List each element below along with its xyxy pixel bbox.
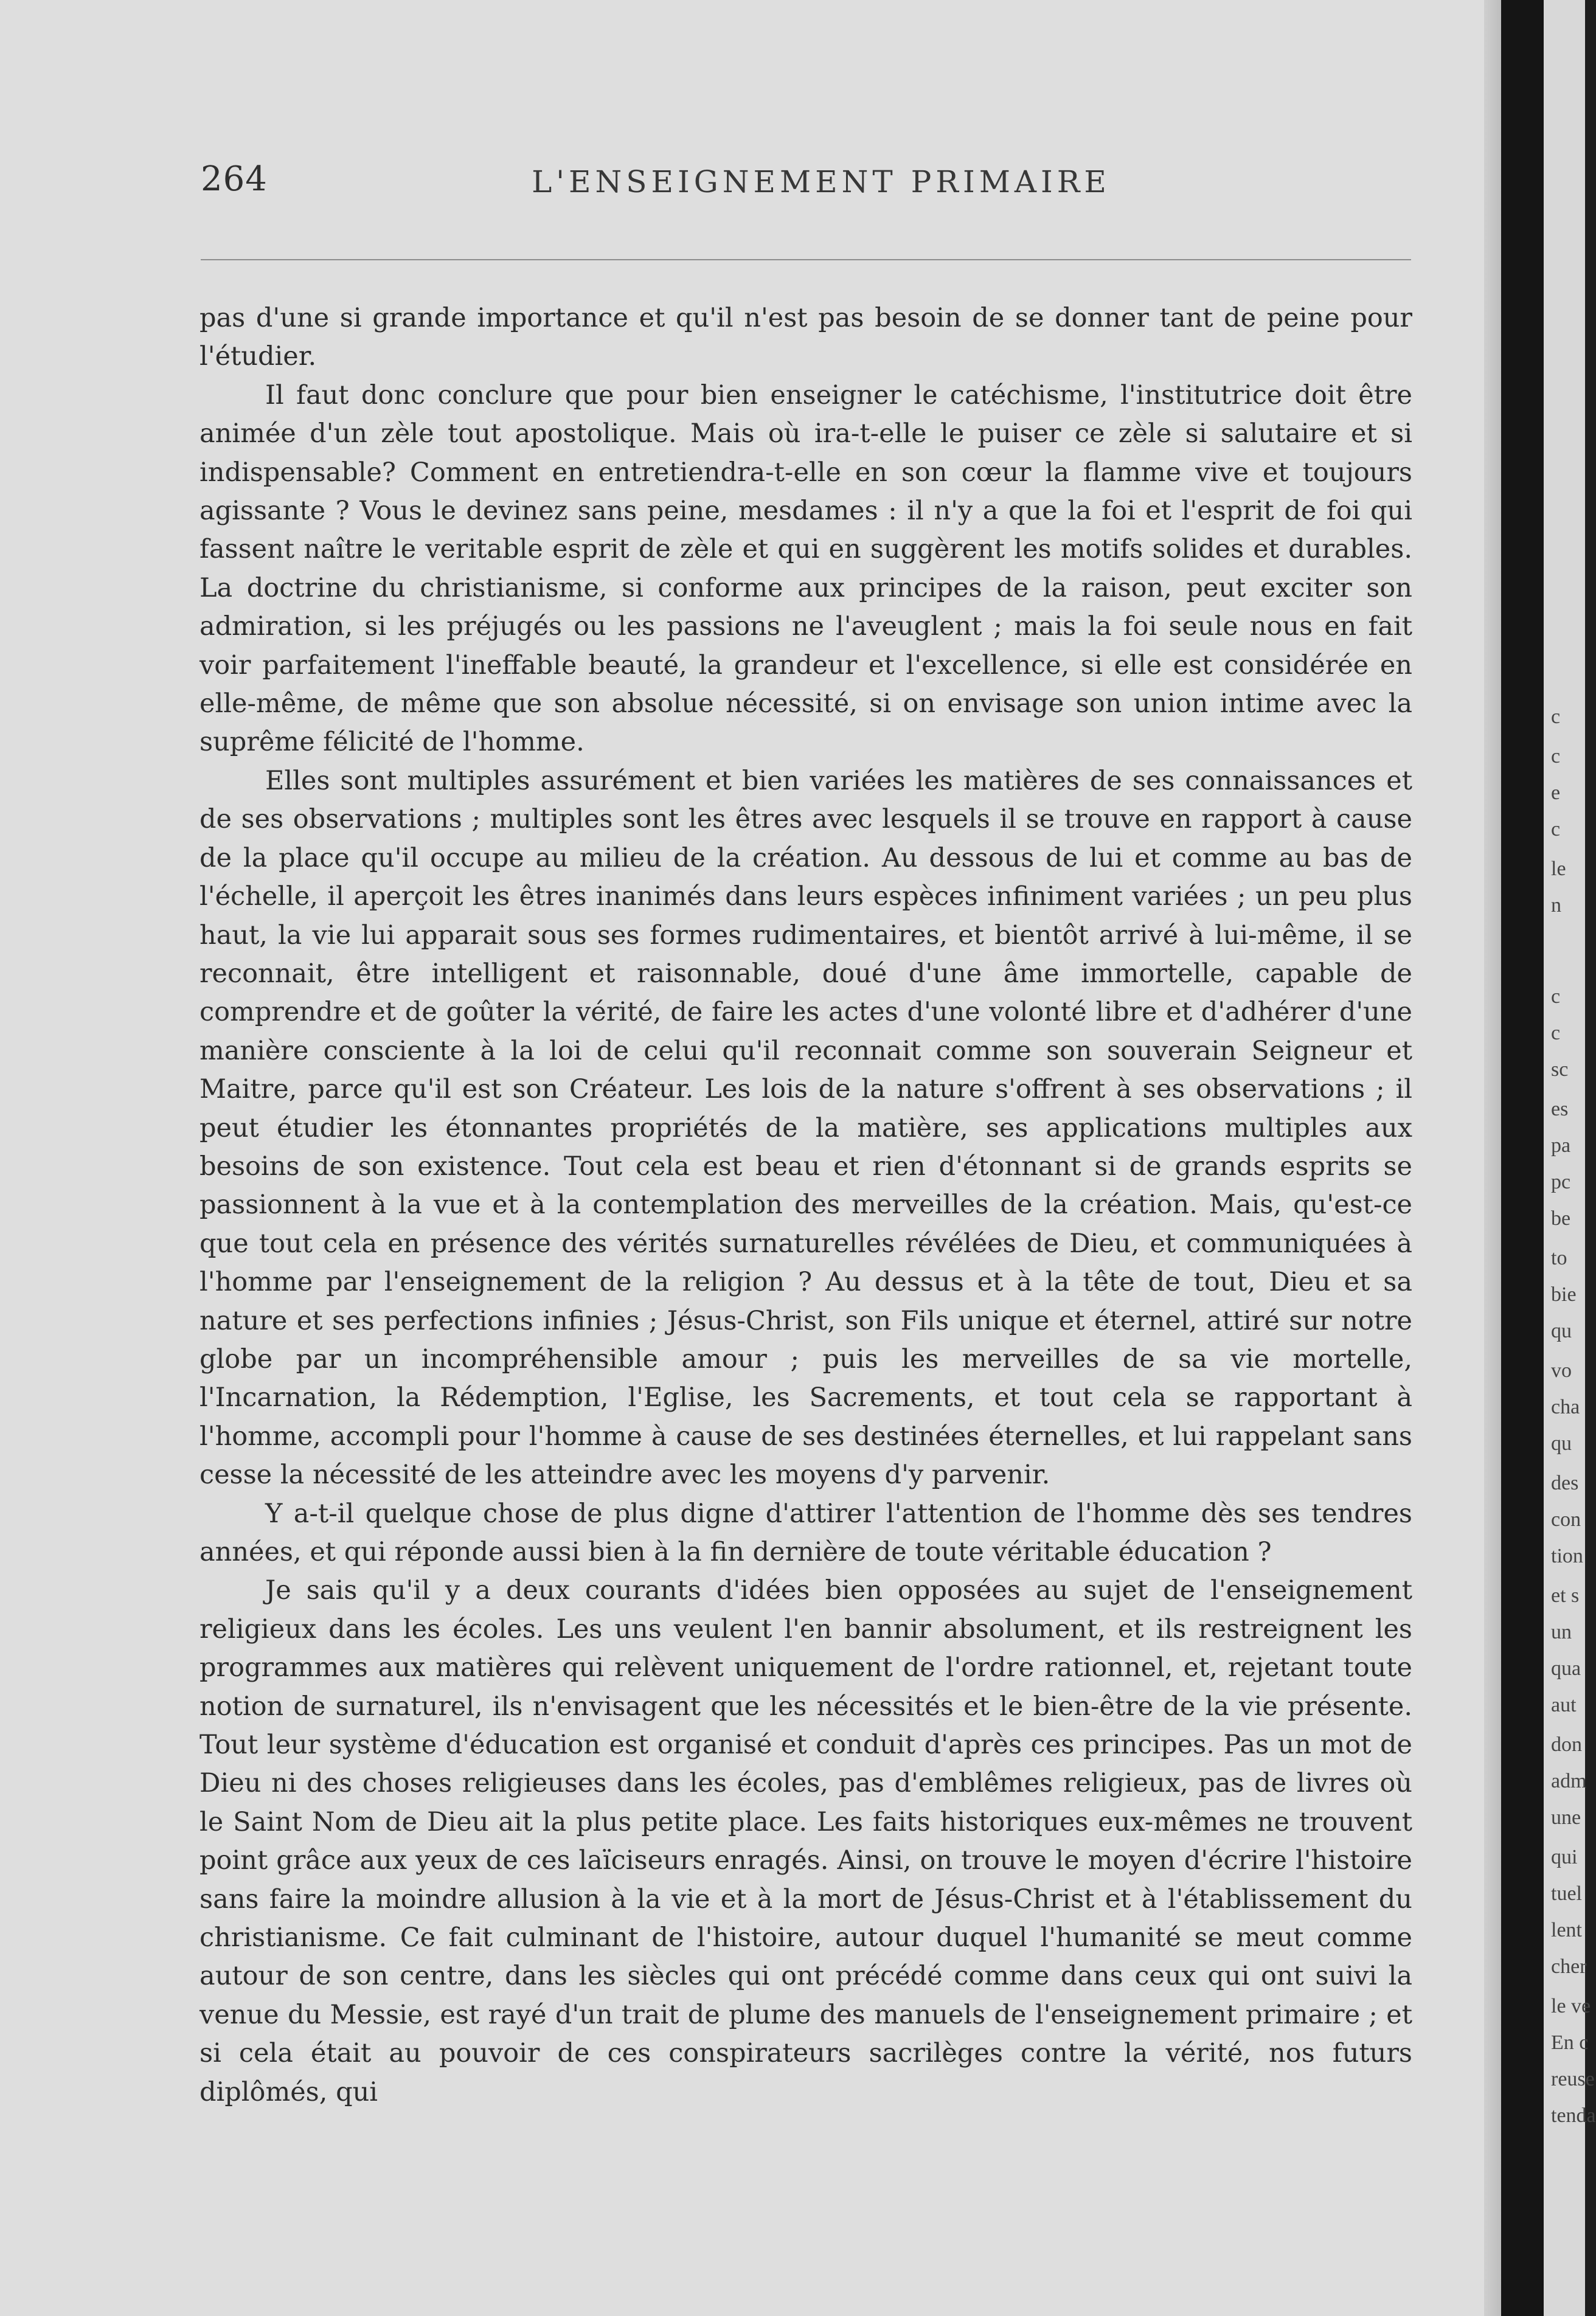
- adjacent-page-fragment: tenda: [1551, 2104, 1596, 2127]
- adjacent-page-fragment: c: [1551, 706, 1561, 728]
- adjacent-page-fragment: tuel: [1551, 1882, 1582, 1905]
- adjacent-page-fragment: c: [1551, 1022, 1561, 1044]
- adjacent-page-fragment: sc: [1551, 1058, 1569, 1081]
- adjacent-page-fragment: une: [1551, 1806, 1581, 1829]
- adjacent-page-fragment: des: [1551, 1472, 1579, 1494]
- adjacent-page-fragment: qu: [1551, 1320, 1572, 1342]
- adjacent-page-fragment: reuse: [1551, 2068, 1595, 2090]
- adjacent-page-fragment: be: [1551, 1207, 1571, 1230]
- adjacent-page-fragment: qui: [1551, 1846, 1578, 1868]
- paragraph: Il faut donc conclure que pour bien enseigner le catéchisme, l'institutrice doit être animée d'un zèle tout apostolique. Mais où ira-t-elle le puiser ce zèle si salutaire et si indispensable? Comment en entretiendra-t-elle en son cœur la flamme vive et toujours agissante ? Vous le devinez sans peine, mesdames : il n'y a que la foi et l'esprit de foi qui fassent naître le veritable esprit de zèle et qui en suggèrent les motifs solides et durables. La doctrine du christianisme, si conforme aux principes de la raison, peut exciter son admiration, si les préjugés ou les passions ne l'aveuglent ; mais la foi seule nous en fait voir parfaitement l'ineffable beauté, la grandeur et l'excellence, si elle est considérée en elle-même, de même que son absolue nécessité, si on envisage son union intime avec la suprême félicité de l'homme.: [200, 380, 1412, 758]
- page-number: 264: [201, 159, 268, 199]
- adjacent-page-fragment: adm: [1551, 1770, 1587, 1792]
- adjacent-page-fragment: le ve: [1551, 1995, 1591, 2017]
- adjacent-page-fragment: aut: [1551, 1694, 1577, 1716]
- adjacent-page-fragment: don: [1551, 1733, 1582, 1756]
- paragraph: Elles sont multiples assurément et bien variées les matières de ses connaissances et de ses observations ; multiples sont les êtres avec lesquels il se trouve en rapport à cause de la place qu'il occupe au milieu de la création. Au dessous de lui et comme au bas de l'échelle, il aperçoit les êtres inanimés dans leurs espèces infiniment variées ; un peu plus haut, la vie lui apparait sous ses formes rudimentaires, et bientôt arrivé à lui-même, il se reconnait, être intelligent et raisonnable, doué d'une âme immortelle, capable de comprendre et de goûter la vérité, de faire les actes d'une volonté libre et d'adhérer d'une manière consciente à la loi de celui qu'il reconnait comme son souverain Seigneur et Maitre, parce qu'il est son Créateur. Les lois de la nature s'offrent à ses observations ; il peut étudier les étonnantes propriétés de la matière, ses applications multiples aux besoins de son existence. Tout cela est beau et rien d'étonnant si de grands esprits se passionnent à la vue et à la contemplation des merveilles de la création. Mais, qu'est-ce que tout cela en présence des vérités surnaturelles révélées de Dieu, et communiquées à l'homme par l'enseignement de la religion ? Au dessus et à la tête de tout, Dieu et sa nature et ses perfections infinies ; Jésus-Christ, son Fils unique et éternel, attiré sur notre globe par un incompréhensible amour ; puis les merveilles de sa vie mortelle, l'Incarnation, la Rédemption, l'Eglise, les Sacrements, et tout cela se rapportant à l'homme, accompli pour l'homme à cause de ses destinées éternelles, et lui rappelant sans cesse la nécessité de les atteindre avec les moyens d'y parvenir.: [200, 765, 1412, 1491]
- adjacent-page-fragment: cha: [1551, 1396, 1580, 1418]
- adjacent-page-fragment: pa: [1551, 1134, 1571, 1157]
- adjacent-page-fragment: es: [1551, 1098, 1569, 1120]
- adjacent-page-fragment: un: [1551, 1621, 1572, 1643]
- adjacent-page-fragment: qu: [1551, 1432, 1572, 1455]
- running-title: L'ENSEIGNEMENT PRIMAIRE: [532, 164, 1111, 199]
- adjacent-page-fragment: tion: [1551, 1545, 1583, 1567]
- paragraph: Je sais qu'il y a deux courants d'idées bien opposées au sujet de l'enseignement religieux dans les écoles. Les uns veulent l'en bannir absolument, et ils restreignent les programmes aux matières qui relèvent uniquement de l'ordre rationnel, et, rejetant toute notion de surnaturel, ils n'envisagent que les nécessités et le bien-être de la vie présente. Tout leur système d'éducation est organisé et conduit d'après ces principes. Pas un mot de Dieu ni des choses religieuses dans les écoles, pas d'emblêmes religieux, pas de livres où le Saint Nom de Dieu ait la plus petite place. Les faits historiques eux-mêmes ne trouvent point grâce aux yeux de ces laïciseurs enragés. Ainsi, on trouve le moyen d'écrire l'histoire sans faire la moindre allusion à la vie et à la mort de Jésus-Christ et à l'établissement du christianisme. Ce fait culminant de l'histoire, autour duquel l'humanité se meut comme autour de son centre, dans les siècles qui ont précédé comme dans ceux qui ont suivi la venue du Messie, est rayé d'un trait de plume des manuels de l'enseignement primaire ; et si cela était au pouvoir de ces conspirateurs sacrilèges contre la vérité, nos futurs diplômés, qui: [200, 1575, 1412, 2107]
- adjacent-page-fragment: n: [1551, 894, 1561, 917]
- header-rule: [201, 259, 1411, 260]
- adjacent-page-fragment: con: [1551, 1508, 1581, 1531]
- adjacent-page-fragment: et s: [1551, 1584, 1580, 1607]
- adjacent-page-fragment: c: [1551, 818, 1561, 841]
- book-gutter: [1501, 0, 1544, 2316]
- adjacent-page-fragment: c: [1551, 985, 1561, 1008]
- paragraph: Y a-t-il quelque chose de plus digne d'attirer l'attention de l'homme dès ses tendres années, et qui réponde aussi bien à la fin dernière de toute véritable éducation ?: [200, 1498, 1412, 1567]
- paragraph: pas d'une si grande importance et qu'il n'est pas besoin de se donner tant de peine pour l'étudier.: [200, 303, 1412, 372]
- adjacent-page-fragment: to: [1551, 1247, 1567, 1269]
- adjacent-page-fragment: e: [1551, 782, 1561, 804]
- adjacent-page-fragment: c: [1551, 745, 1561, 768]
- adjacent-page-fragment: vo: [1551, 1359, 1572, 1382]
- page-body: [200, 299, 1412, 2112]
- adjacent-page-fragment: pc: [1551, 1171, 1571, 1193]
- adjacent-page-fragment: bie: [1551, 1283, 1577, 1306]
- page-edge-shadow: [1484, 0, 1501, 2316]
- adjacent-page-fragment: lent: [1551, 1919, 1582, 1941]
- adjacent-page-fragment: qua: [1551, 1657, 1581, 1680]
- adjacent-page-fragment: cher: [1551, 1955, 1587, 1978]
- adjacent-page-fragment: le: [1551, 858, 1566, 880]
- adjacent-page-fragment: En c: [1551, 2031, 1589, 2054]
